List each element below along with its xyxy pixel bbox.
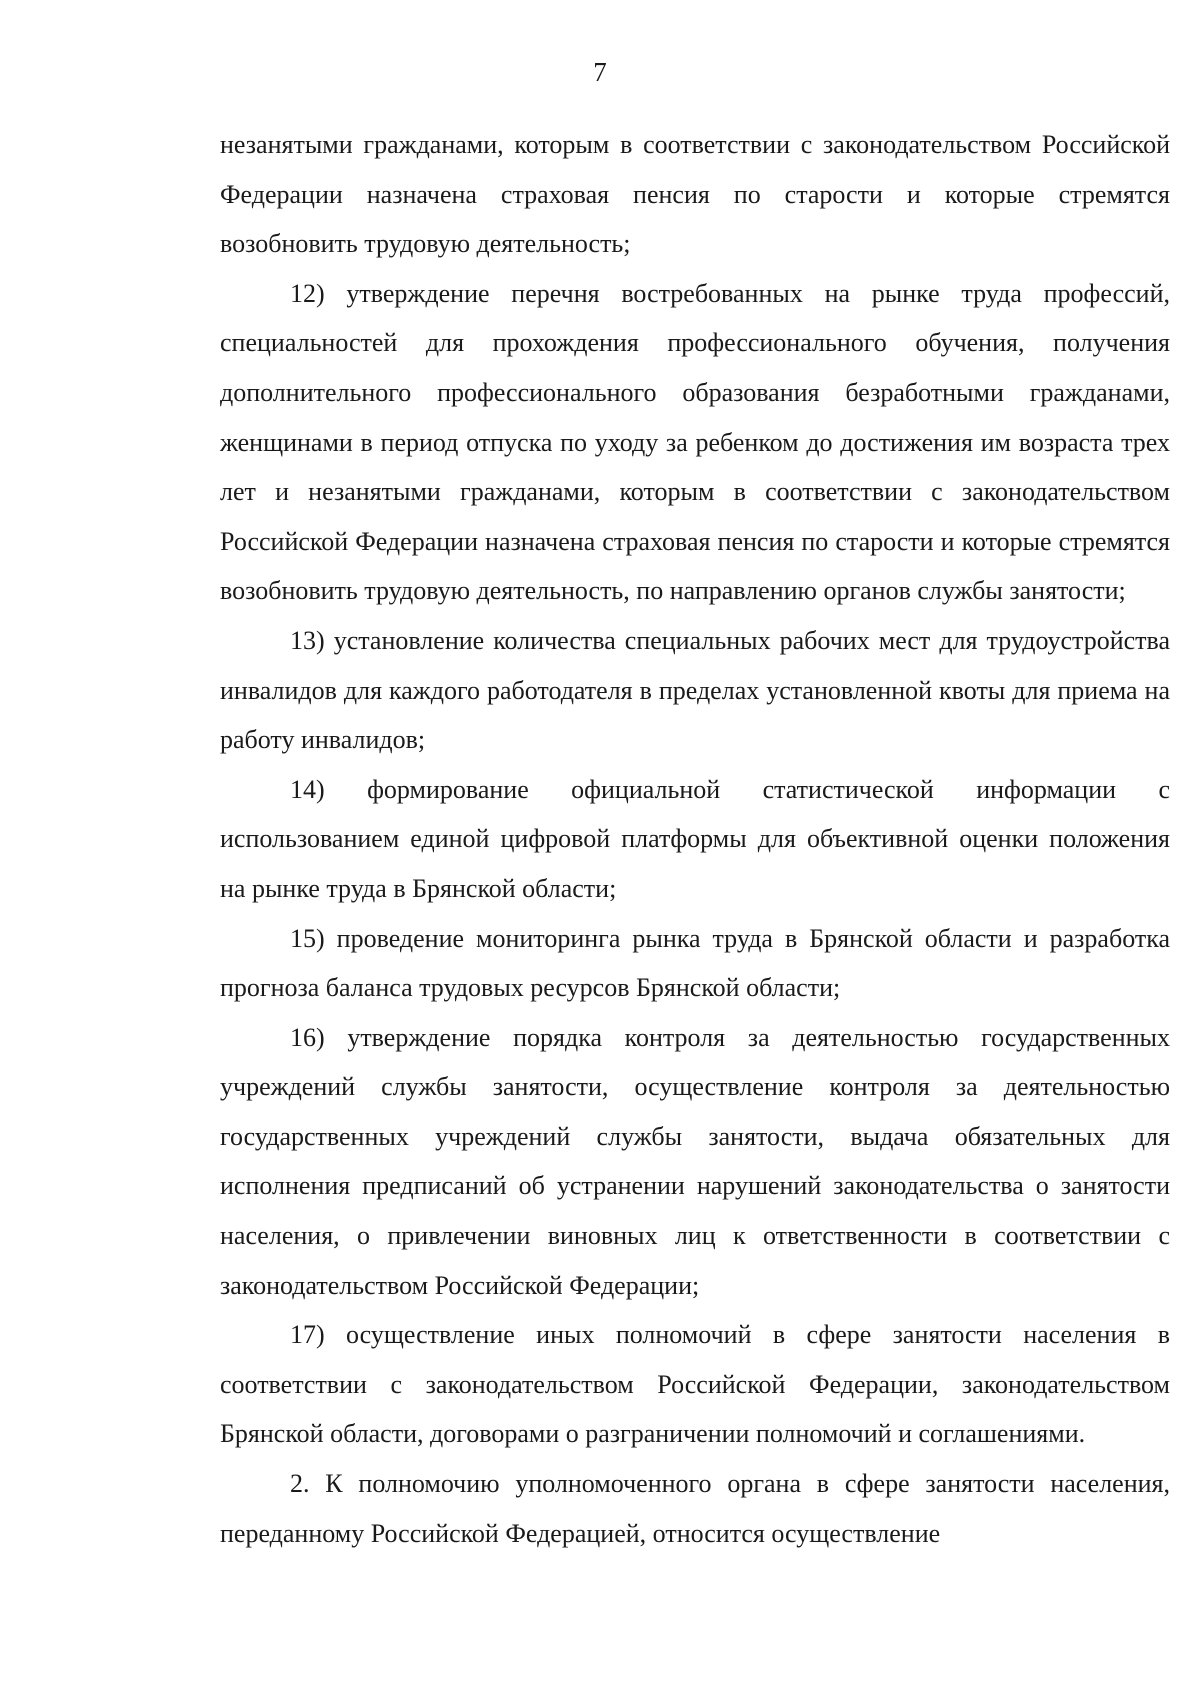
paragraph-item-13: 13) установление количества специальных рабочих мест для трудоустройства инвалидов для каждого работодателя в пределах установленной квоты для приема на работу инвалидов; — [220, 625, 1170, 755]
paragraph-item-15: 15) проведение мониторинга рынка труда в Брянской области и разработка прогноза баланса трудовых ресурсов Брянской области; — [220, 923, 1170, 1003]
page-number: 7 — [593, 57, 607, 87]
paragraph-item-14: 14) формирование официальной статистической информации с использованием единой цифровой платформы для объективной оценки положения на рынке труда в Брянской области; — [220, 774, 1170, 903]
paragraph-item-16: 16) утверждение порядка контроля за деятельностью государственных учреждений службы занятости, осуществление контроля за деятельностью государственных учреждений службы занятости, выдача обязательных для исполнения предписаний об устранении нарушений законодательства о занятости населения, о привлечении виновных лиц к ответственности в соответствии с законодательством Российской Федерации; — [220, 1022, 1170, 1300]
paragraph-continued: незанятыми гражданами, которым в соответствии с законодательством Российской Федерации назначена страховая пенсия по старости и которые стремятся возобновить трудовую деятельность; — [220, 130, 1170, 259]
document-body — [220, 120, 1170, 1558]
paragraph-item-12: 12) утверждение перечня востребованных на рынке труда профессий, специальностей для прохождения профессионального обучения, получения дополнительного профессионального образования безработными гражданами, женщинами в период отпуска по уходу за ребенком до достижения им возраста трех лет и незанятыми гражданами, которым в соответствии с законодательством Российской Федерации назначена страховая пенсия по старости и которые стремятся возобновить трудовую деятельность, по направлению органов службы занятости; — [220, 278, 1170, 606]
paragraph-section-2: 2. К полномочию уполномоченного органа в сфере занятости населения, переданному Российской Федерацией, относится осуществление — [220, 1469, 1170, 1548]
paragraph-item-17: 17) осуществление иных полномочий в сфере занятости населения в соответствии с законодательством Российской Федерации, законодательством Брянской области, договорами о разграничении полномочий и соглашениями. — [220, 1320, 1170, 1449]
